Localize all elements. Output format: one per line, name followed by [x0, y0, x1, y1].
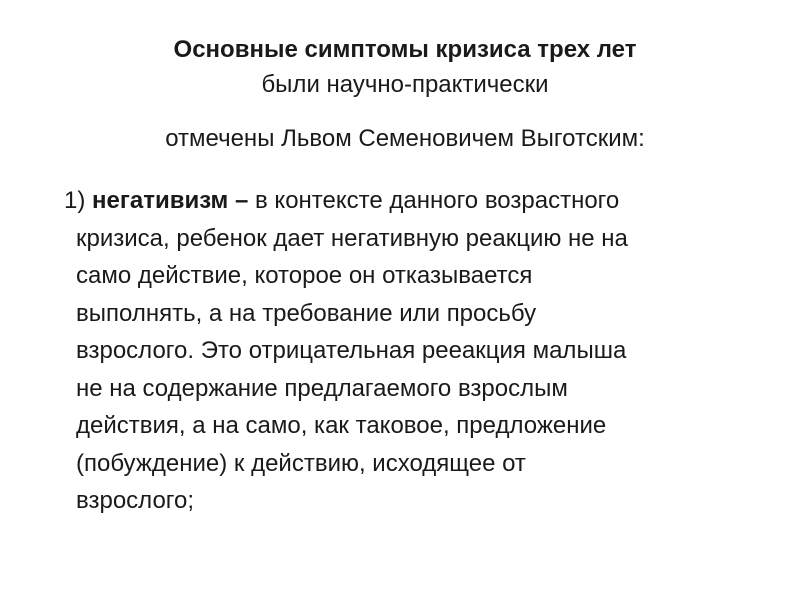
symptom-first-line	[64, 182, 764, 220]
item-text-line: взрослого;	[76, 487, 195, 514]
slide-subtitle-line: отмечены Львом Семеновичем Выготским:	[165, 125, 645, 152]
symptom-item	[64, 182, 764, 520]
item-text-line: (побуждение) к действию, исходящее от	[76, 449, 526, 477]
slide-subtitle-line: были научно-практически	[261, 71, 549, 98]
item-text-line: взрослого. Это отрицательная рееакция малыша	[76, 337, 627, 364]
item-text-line: выполнять, а на требование или просьбу	[76, 299, 537, 327]
item-text-line: само действие, которое он отказывается	[76, 262, 533, 289]
item-text-line: кризиса, ребенок дает негативную реакцию не на	[76, 224, 628, 252]
slide-title: Основные симптомы кризиса трех лет	[173, 36, 637, 63]
item-text-line: в контексте данного возрастного	[255, 187, 620, 214]
item-text-line: не на содержание предлагаемого взрослым	[76, 374, 568, 402]
item-term: негативизм –	[92, 187, 249, 214]
item-number: 1)	[64, 187, 86, 214]
item-text-line: действия, а на само, как таковое, предложение	[76, 412, 607, 439]
